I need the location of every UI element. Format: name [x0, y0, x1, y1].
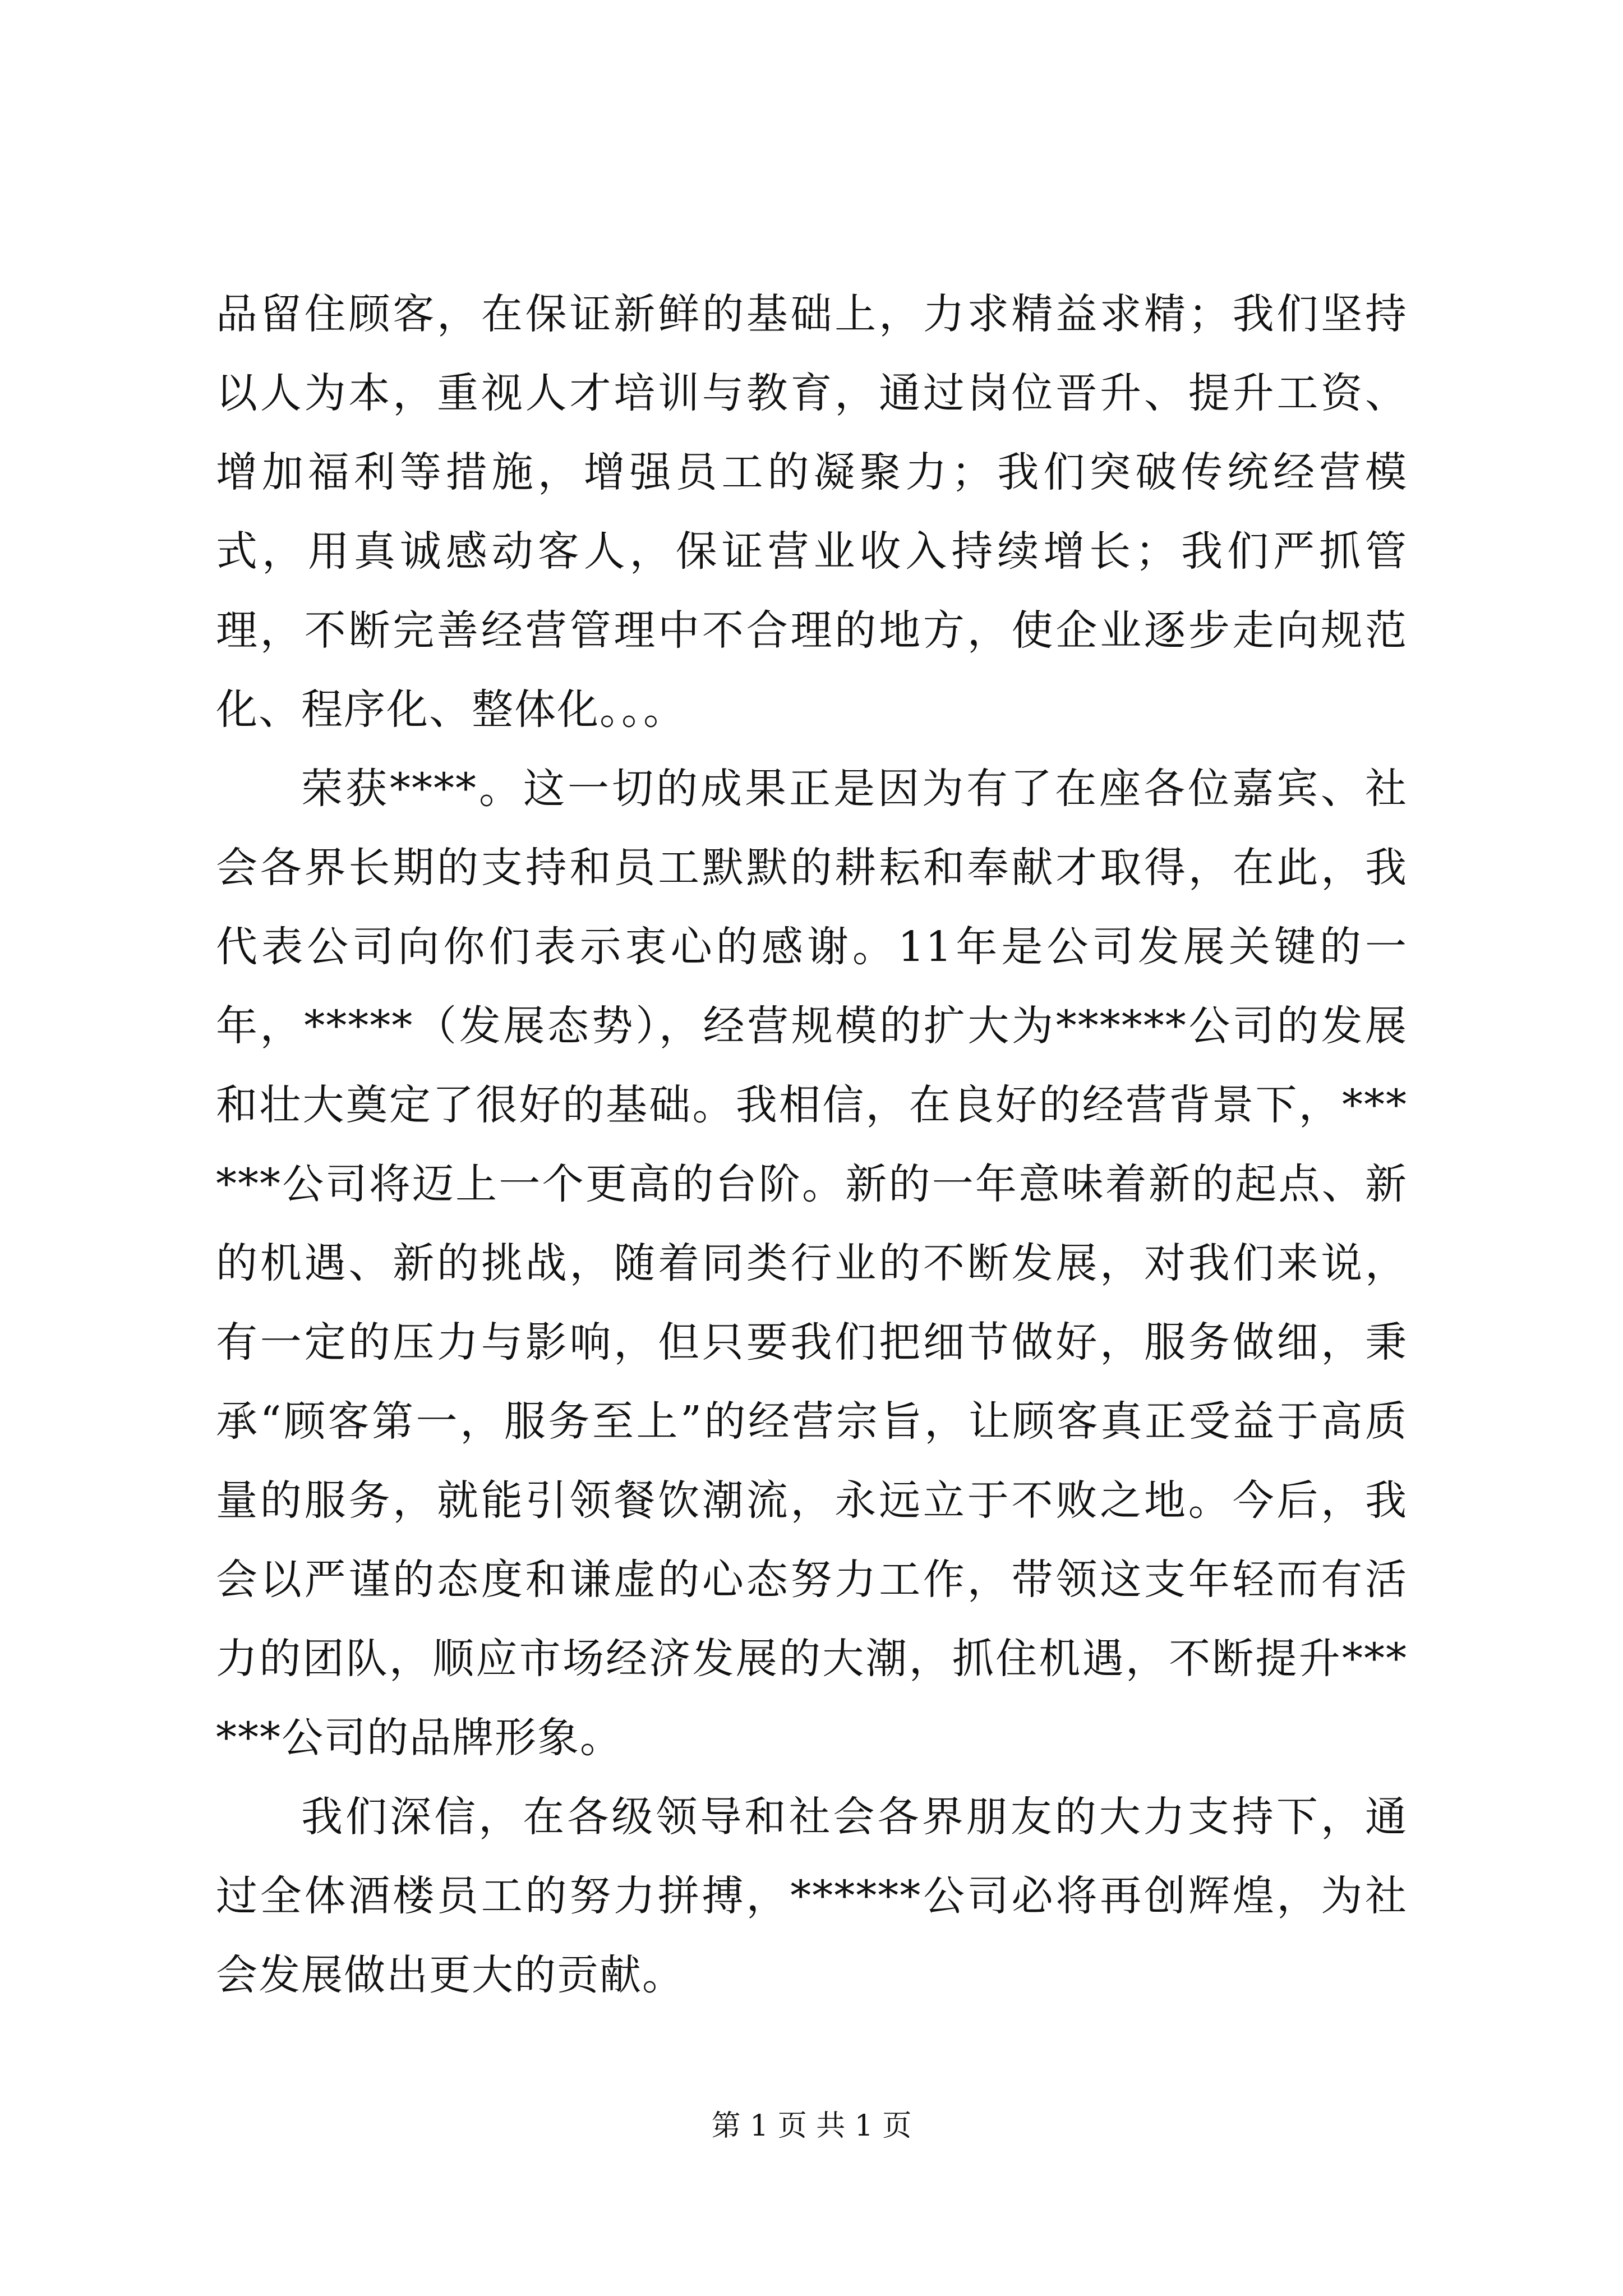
paragraph-3: 我们深信，在各级领导和社会各界朋友的大力支持下，通过全体酒楼员工的努力拼搏，******公司必将再创辉煌，为社会发展做出更大的贡献。 — [216, 1793, 1408, 1999]
paragraph-1: 品留住顾客，在保证新鲜的基础上，力求精益求精；我们坚持以人为本，重视人才培训与教育，通过岗位晋升、提升工资、增加福利等措施，增强员工的凝聚力；我们突破传统经营模式，用真诚感动客人，保证营业收入持续增长；我们严抓管理，不断完善经营管理中不合理的地方，使企业逐步走向规范化、程序化、整体化。。。 — [216, 290, 1408, 734]
page-footer: 第 1 页 共 1 页 — [711, 2109, 912, 2143]
paragraph-2: 荣获****。这一切的成果正是因为有了在座各位嘉宾、社会各界长期的支持和员工默默的耕耘和奉献才取得，在此，我代表公司向你们表示衷心的感谢。11年是公司发展关键的一年，*****（发展态势），经营规模的扩大为******公司的发展和壮大奠定了很好的基础。我相信，在良好的经营背景下，******公司将迈上一个更高的台阶。新的一年意味着新的起点、新的机遇、新的挑战，随着同类行业的不断发展，对我们来说，有一定的压力与影响，但只要我们把细节做好，服务做细，秉承“顾客第一，服务至上”的经营宗旨，让顾客真正受益于高质量的服务，就能引领餐饮潮流，永远立于不败之地。今后，我会以严谨的态度和谦虚的心态努力工作，带领这支年轻而有活力的团队，顺应市场经济发展的大潮，抓住机遇，不断提升******公司的品牌形象。 — [216, 765, 1408, 1762]
body-text — [216, 275, 1408, 2015]
